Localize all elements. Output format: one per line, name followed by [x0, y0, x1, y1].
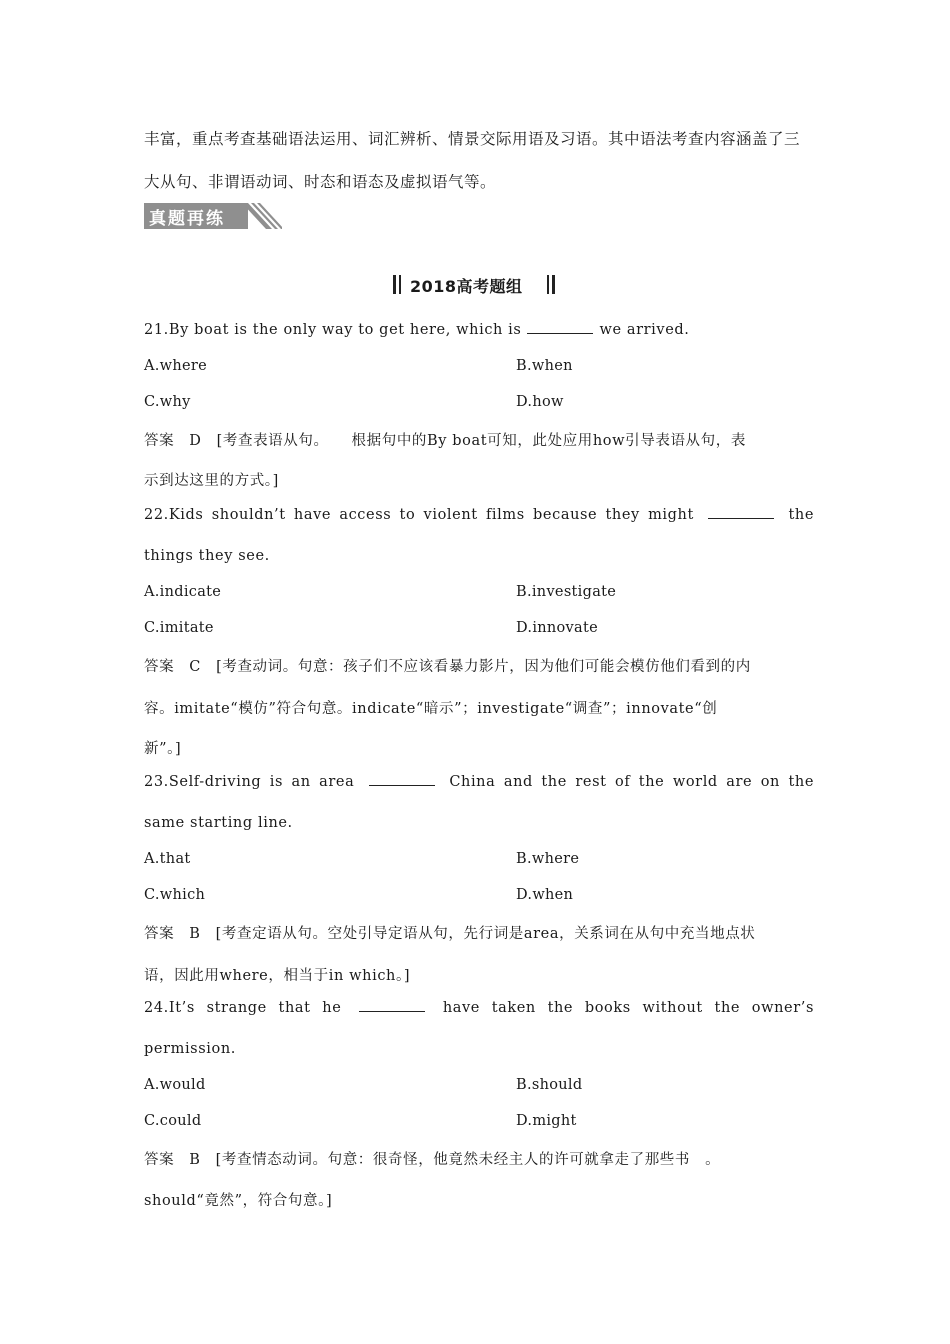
question-24-option-c: C.could: [144, 1113, 202, 1129]
question-21-option-c: C.why: [144, 394, 191, 410]
question-22-option-d: D.innovate: [516, 620, 599, 636]
question-23-answer-line-1: 答案 B [考查定语从句。空处引导定语从句，先行词是area，关系词在从句中充当地点状: [144, 926, 756, 942]
question-22-option-c: C.imitate: [144, 620, 214, 636]
question-22-answer-line-2: 容。imitate“模仿”符合句意。indicate“暗示”；investigate“调查”；innovate“创: [144, 701, 718, 717]
question-21-text-a: 21.By boat is the only way to get here, which is: [144, 322, 522, 338]
question-22-answer-line-1: 答案 C [考查动词。句意：孩子们不应该看暴力影片，因为他们可能会模仿他们看到的内: [144, 659, 751, 675]
group-title-text: 2018高考题组: [410, 277, 523, 296]
question-23-option-d: D.when: [516, 887, 574, 903]
question-23-answer-line-2: 语，因此用where，相当于in which。]: [144, 968, 411, 984]
title-bar-left: [393, 275, 396, 294]
question-24-answer-line-1: 答案 B [考查情态动词。句意：很奇怪，他竟然未经主人的许可就拿走了那些书 。: [144, 1152, 721, 1168]
question-22-stem: [144, 507, 814, 523]
question-22-answer-line-3: 新”。]: [144, 741, 182, 757]
question-24-stem-line-2: permission.: [144, 1041, 236, 1057]
question-23-option-b: B.where: [516, 851, 580, 867]
question-23-option-c: C.which: [144, 887, 206, 903]
title-bar-right-thin: [547, 275, 549, 294]
banner-label: 真题再练: [149, 209, 225, 229]
intro-line-1: 丰富，重点考查基础语法运用、词汇辨析、情景交际用语及习语。其中语法考查内容涵盖了三: [144, 130, 801, 148]
question-22-stem-line-2: things they see.: [144, 548, 270, 564]
intro-line-2: 大从句、非谓语动词、时态和语态及虚拟语气等。: [144, 173, 497, 191]
question-23-text-b: China and the rest of the world are on the: [449, 774, 814, 790]
question-24-text-a: 24.It’s strange that he: [144, 1000, 342, 1016]
title-bar-left-thin: [399, 275, 401, 294]
question-21-option-a: A.where: [144, 358, 208, 374]
answer-blank: [708, 517, 774, 519]
question-22-option-b: B.investigate: [516, 584, 617, 600]
question-21-option-d: D.how: [516, 394, 564, 410]
question-24-option-a: A.would: [144, 1077, 206, 1093]
banner-stripes-icon: [242, 201, 282, 231]
question-23-stem: [144, 774, 814, 790]
title-bar-right: [552, 275, 555, 294]
question-21-answer-line-2: 示到达这里的方式。]: [144, 473, 279, 489]
answer-blank: [527, 332, 593, 334]
question-21-text-b: we arrived.: [599, 322, 690, 338]
question-22-option-a: A.indicate: [144, 584, 222, 600]
question-21-option-b: B.when: [516, 358, 573, 374]
question-24-text-b: have taken the books without the owner’s: [442, 1000, 815, 1016]
question-24-stem: [144, 1000, 814, 1016]
section-banner: [144, 201, 274, 231]
question-24-option-d: D.might: [516, 1113, 577, 1129]
question-21-answer-line-1: 答案 D [考查表语从句。 根据句中的By boat可知，此处应用how引导表语从句，表: [144, 433, 746, 449]
question-23-option-a: A.that: [144, 851, 191, 867]
question-23-stem-line-2: same starting line.: [144, 815, 293, 831]
group-title: [393, 274, 563, 296]
question-24-option-b: B.should: [516, 1077, 583, 1093]
question-21-stem: [144, 322, 814, 338]
question-22-text-b: the: [788, 507, 814, 523]
answer-blank: [369, 784, 435, 786]
answer-blank: [359, 1010, 425, 1012]
question-24-answer-line-2: should“竟然”，符合句意。]: [144, 1193, 333, 1209]
question-23-text-a: 23.Self-driving is an area: [144, 774, 355, 790]
question-22-text-a: 22.Kids shouldn’t have access to violent films because they might: [144, 507, 694, 523]
